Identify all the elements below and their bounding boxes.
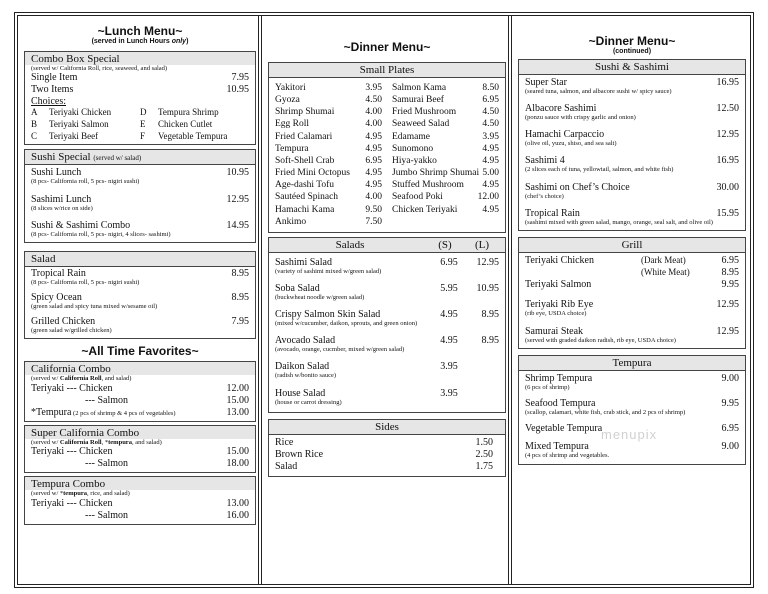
combo-row-price: 12.00 xyxy=(226,382,249,394)
item-name: Vegetable Tempura xyxy=(525,423,603,435)
combo-row xyxy=(31,395,249,407)
item-price: 16.95 xyxy=(716,155,739,167)
sushi-special-section xyxy=(24,149,256,242)
item-note: (green salad and spicy tuna mixed w/sesame oil) xyxy=(31,303,158,311)
choice-item xyxy=(31,119,140,129)
salad-price-large: 8.95 xyxy=(481,335,499,347)
small-plate-price: 4.00 xyxy=(365,107,382,118)
salad-item xyxy=(275,361,499,379)
item-note: (sashimi mixed with green salad, mango, orange, seal salt, and olive oil) xyxy=(525,218,713,226)
menu-item xyxy=(519,279,745,290)
small-plate-name: Samurai Beef xyxy=(392,95,444,106)
small-plate-name: Hamachi Kama xyxy=(275,204,335,215)
choices-label: Choices: xyxy=(31,96,66,108)
item-name: Spicy Ocean xyxy=(31,292,82,304)
menu-item xyxy=(519,208,745,226)
small-plate-name: Chicken Teriyaki xyxy=(392,204,458,215)
side-name: Salad xyxy=(275,460,298,472)
combo-row-name: Teriyaki --- Chicken xyxy=(31,382,113,394)
small-plate-price: 4.95 xyxy=(482,155,499,166)
choice-letter: E xyxy=(140,119,146,130)
item-name: Tropical Rain xyxy=(525,207,580,219)
combo-row-price: 15.00 xyxy=(226,446,249,458)
salad-name: Crispy Salmon Skin Salad xyxy=(275,309,381,321)
choice-item xyxy=(140,131,249,141)
menu-item xyxy=(519,77,745,95)
combo-row-note: (2 pcs of shrimp & 4 pcs of vegetables) xyxy=(71,409,176,417)
item-price: 6.95 xyxy=(721,423,739,435)
small-plate-name: Stuffed Mushroom xyxy=(392,180,464,191)
small-plate-price: 4.50 xyxy=(482,119,499,130)
teriyaki-chicken-dark-row: Teriyaki Chicken (Dark Meat) 6.95 xyxy=(525,254,739,266)
item-note: (8 pcs- California roll, 5 pcs- nigiri sushi) xyxy=(31,178,140,186)
small-plate-price: 4.95 xyxy=(482,180,499,191)
small-plate-price: 8.50 xyxy=(482,83,499,93)
combo-row-name: --- Salmon xyxy=(85,458,129,470)
small-plate-item xyxy=(275,179,382,191)
side-price: 1.50 xyxy=(475,436,493,448)
menu-item xyxy=(25,292,255,310)
small-plate-item xyxy=(275,216,382,228)
menu-item xyxy=(519,182,745,200)
small-plate-item xyxy=(392,118,499,130)
watermark: menupix xyxy=(601,426,658,442)
small-plate-price: 6.95 xyxy=(365,155,382,166)
combo-row xyxy=(31,510,249,522)
salad-note: (avocado, orange, cucmber, mixed w/green salad) xyxy=(275,346,405,354)
combo-row-price: 16.00 xyxy=(226,509,249,521)
choice-name: Teriyaki Beef xyxy=(49,131,99,142)
item-price: 7.95 xyxy=(231,316,249,328)
choice-letter: B xyxy=(31,119,38,130)
item-name: Albacore Sashimi xyxy=(525,103,597,115)
small-plate-item xyxy=(275,82,382,94)
small-plate-name: Fried Mushroom xyxy=(392,107,457,118)
small-plate-name: Salmon Kama xyxy=(392,83,447,93)
small-plates-title: Small Plates xyxy=(269,63,505,78)
sides-title: Sides xyxy=(269,420,505,435)
favorites-title: ~All Time Favorites~ xyxy=(81,344,199,359)
salads-section xyxy=(268,237,506,413)
small-plate-price: 3.95 xyxy=(482,131,499,142)
item-note: (scallop, calamari, white fish, crab stick, and 2 pcs of shrimp) xyxy=(525,409,686,417)
small-plate-item xyxy=(392,179,499,191)
item-price: 15.95 xyxy=(716,207,739,219)
item-price: 12.95 xyxy=(716,298,739,310)
salad-price-large: 10.95 xyxy=(476,283,499,295)
combo-row-name: --- Salmon xyxy=(85,394,129,406)
item-name: Sashimi on Chef’s Choice xyxy=(525,181,630,193)
combo-row-price: 15.00 xyxy=(226,394,249,406)
combo-row-price: 13.00 xyxy=(226,497,249,509)
side-item xyxy=(275,449,493,461)
combo-row xyxy=(31,446,249,458)
side-name: Rice xyxy=(275,436,294,448)
dinner-title: ~Dinner Menu~ xyxy=(343,40,431,54)
salad-name: Soba Salad xyxy=(275,283,320,295)
salads-header: Salads (S) (L) xyxy=(269,238,505,253)
item-name: Mixed Tempura xyxy=(525,441,589,453)
small-plate-price: 5.00 xyxy=(482,168,499,179)
small-plate-name: Age-dashi Tofu xyxy=(275,180,335,191)
salad-price-large: 8.95 xyxy=(481,309,499,321)
small-plate-price: 9.50 xyxy=(365,204,382,215)
small-plate-name: Seaweed Salad xyxy=(392,119,450,130)
small-plate-item xyxy=(392,204,499,216)
tempura-title: Tempura xyxy=(519,356,745,371)
salad-note: (buckwheat noodle w/green salad) xyxy=(275,294,365,302)
small-plate-name: Ankimo xyxy=(275,216,307,227)
combo-row-price: 18.00 xyxy=(226,458,249,470)
small-plate-price: 12.00 xyxy=(477,192,499,203)
tempura-combo-note: (served w/ *tempura, rice, and salad) xyxy=(31,490,130,498)
small-plate-name: Sautéed Spinach xyxy=(275,192,339,203)
column-divider xyxy=(258,16,262,584)
item-name: Teriyaki Rib Eye xyxy=(525,298,594,310)
choice-name: Chicken Cutlet xyxy=(158,119,213,130)
salad-item xyxy=(275,388,499,406)
menu-item xyxy=(519,373,745,391)
small-plate-item xyxy=(392,167,499,179)
side-price: 1.75 xyxy=(475,460,493,472)
salad-price-small: 4.95 xyxy=(440,309,458,321)
menu-item xyxy=(519,398,745,416)
salad-price-large xyxy=(469,361,499,372)
small-plate-item xyxy=(275,94,382,106)
small-plate-name: Sunomono xyxy=(392,143,434,154)
salad-price-small: 5.95 xyxy=(440,283,458,295)
item-note: (8 pcs- California roll, 5 pcs- nigiri sushi) xyxy=(31,278,140,286)
side-item xyxy=(275,437,493,449)
small-plate-item xyxy=(392,155,499,167)
item-name: Tropical Rain xyxy=(31,267,86,279)
menu-item xyxy=(519,103,745,121)
salad-item xyxy=(275,257,499,275)
menu-item xyxy=(519,326,745,344)
choice-name: Teriyaki Chicken xyxy=(49,107,112,118)
item-note: (4 pcs of shrimp and vegetables. xyxy=(525,452,610,460)
choice-item xyxy=(31,131,140,141)
small-plate-item xyxy=(392,82,499,94)
salad-name: Avocado Salad xyxy=(275,335,336,347)
small-plate-name: Shrimp Shumai xyxy=(275,107,335,118)
small-plate-name: Gyoza xyxy=(275,95,300,106)
menu-item xyxy=(519,155,745,173)
dinner-column-2 xyxy=(518,20,746,580)
item-name: Sashimi 4 xyxy=(525,155,565,167)
item-price: 12.95 xyxy=(716,129,739,141)
choice-item xyxy=(140,119,249,129)
item-note: (seared tuna, salmon, and albacore sushi w/ spicy sauce) xyxy=(525,88,672,95)
salad-name: House Salad xyxy=(275,387,326,399)
menu-item xyxy=(519,129,745,147)
small-plate-item xyxy=(392,94,499,106)
combo-row xyxy=(31,498,249,510)
small-plate-price: 4.95 xyxy=(365,143,382,154)
grill-section xyxy=(518,237,746,349)
item-note: (6 pcs of shrimp) xyxy=(525,384,570,392)
salad-price-large xyxy=(469,388,499,399)
small-plate-name: Tempura xyxy=(275,143,309,154)
side-name: Brown Rice xyxy=(275,448,324,460)
menu-item xyxy=(519,441,745,459)
item-price: 16.95 xyxy=(716,77,739,88)
salad-note: (variety of sashimi mixed w/green salad) xyxy=(275,267,382,275)
dinner-continued-subtitle: (continued) xyxy=(612,48,652,55)
item-note: (chef’s choice) xyxy=(525,192,564,200)
combo-row-price: 13.00 xyxy=(226,406,249,418)
item-name: Seafood Tempura xyxy=(525,398,596,410)
side-price: 2.50 xyxy=(475,448,493,460)
combo-row xyxy=(31,383,249,395)
item-name: Teriyaki Salmon xyxy=(525,278,592,290)
menu-item xyxy=(25,220,255,238)
small-plate-name: Egg Roll xyxy=(275,119,310,130)
small-plate-name: Edamame xyxy=(392,131,430,142)
menu-item xyxy=(25,194,255,212)
small-plate-price: 4.95 xyxy=(365,131,382,142)
item-name: Sushi & Sashimi Combo xyxy=(31,219,131,231)
menu-item xyxy=(25,316,255,334)
sides-section xyxy=(268,419,506,477)
small-plate-name: Fried Calamari xyxy=(275,131,333,142)
choice-letter: C xyxy=(31,131,38,142)
item-price: 8.95 xyxy=(231,292,249,304)
combo-row-name: Teriyaki --- Chicken xyxy=(31,446,113,458)
small-plate-price: 4.95 xyxy=(482,143,499,154)
dinner-column-1 xyxy=(268,20,506,580)
salad-item xyxy=(275,283,499,301)
small-plate-item xyxy=(275,131,382,143)
small-plate-price: 7.50 xyxy=(365,216,382,227)
item-price: 8.95 xyxy=(231,267,249,279)
small-plate-item xyxy=(392,191,499,203)
item-note: (8 pcs- California roll, 5 pcs- nigiri, 4 slices- sashimi) xyxy=(31,230,171,238)
california-combo-note: (served w/ California Roll, and salad) xyxy=(31,375,132,383)
grill-title: Grill xyxy=(519,238,745,253)
small-plate-price: 4.95 xyxy=(482,204,499,215)
salad-price-small: 6.95 xyxy=(440,256,458,268)
small-plate-item xyxy=(275,143,382,155)
choice-letter: A xyxy=(31,107,38,118)
lunch-column xyxy=(24,20,256,580)
lunch-title: ~Lunch Menu~ xyxy=(97,24,183,38)
small-plate-item xyxy=(275,204,382,216)
choice-letter: D xyxy=(140,107,147,118)
salad-price-small: 3.95 xyxy=(440,361,458,373)
item-price: 9.00 xyxy=(721,373,739,385)
salad-name: Daikon Salad xyxy=(275,361,330,373)
item-name: Grilled Chicken xyxy=(31,316,96,328)
item-name: Super Star xyxy=(525,77,567,88)
item-note: (served with graded daikon radish, rib eye, USDA choice) xyxy=(525,336,676,344)
choice-letter: F xyxy=(140,131,146,142)
item-name: Samurai Steak xyxy=(525,325,584,337)
menu-page xyxy=(14,12,754,588)
super-california-note: (served w/ California Roll, *tempura, and salad) xyxy=(31,438,162,446)
item-note: (ponzu sauce with crispy garlic and onion) xyxy=(525,114,636,122)
combo-box-section xyxy=(24,51,256,145)
small-plate-item xyxy=(392,143,499,155)
tempura-section xyxy=(518,355,746,464)
salad-note: (mixed w/cucumber, daikon, sprouts, and green onion) xyxy=(275,320,418,328)
small-plate-price: 4.00 xyxy=(365,192,382,203)
combo-row-name: Teriyaki --- Chicken xyxy=(31,497,113,509)
item-note: (2 slices each of tuna, yellowtail, salmon, and white fish) xyxy=(525,166,674,174)
item-price: 12.95 xyxy=(226,193,249,205)
salad-item xyxy=(275,335,499,353)
single-item-row: Single Item 7.95 xyxy=(31,72,249,84)
tempura-combo-title: Tempura Combo xyxy=(25,477,255,490)
teriyaki-chicken-white-row: (White Meat) 8.95 xyxy=(641,266,739,278)
two-items-row: Two Items 10.95 xyxy=(31,84,249,96)
small-plate-name: Soft-Shell Crab xyxy=(275,155,335,166)
item-note: (8 slices w/rice on side) xyxy=(31,204,93,212)
small-plate-price: 4.95 xyxy=(365,180,382,191)
super-california-title: Super California Combo xyxy=(25,426,255,439)
small-plate-price: 4.00 xyxy=(365,119,382,130)
choice-item xyxy=(140,107,249,117)
item-name: Sushi Lunch xyxy=(31,167,82,179)
item-price: 14.95 xyxy=(226,219,249,231)
small-plate-price: 4.50 xyxy=(482,107,499,118)
salad-price-small: 4.95 xyxy=(440,335,458,347)
small-plate-name: Seafood Poki xyxy=(392,192,443,203)
item-note: (olive oil, yuzu, shiso, and sea salt) xyxy=(525,140,617,148)
lunch-subtitle: (served in Lunch Hours only) xyxy=(91,38,189,45)
side-item xyxy=(275,461,493,473)
small-plate-item xyxy=(275,106,382,118)
column-divider xyxy=(508,16,512,584)
item-price: 12.50 xyxy=(716,103,739,115)
choice-name: Tempura Shrimp xyxy=(158,107,219,118)
salad-price-small: 3.95 xyxy=(440,387,458,399)
small-plates-section xyxy=(268,62,506,233)
item-note: (rib eye, USDA choice) xyxy=(525,309,587,317)
combo-row-name: --- Salmon xyxy=(85,509,129,521)
choice-item xyxy=(31,107,140,117)
super-california-section xyxy=(24,425,256,473)
tempura-combo-section xyxy=(24,476,256,524)
california-combo-section xyxy=(24,361,256,421)
salad-price-large: 12.95 xyxy=(476,256,499,268)
choice-name: Teriyaki Salmon xyxy=(49,119,109,130)
salad-note: (house or carrot dressing) xyxy=(275,398,342,406)
small-plate-item xyxy=(275,167,382,179)
item-name: Hamachi Carpaccio xyxy=(525,129,605,141)
california-combo-title: California Combo xyxy=(25,362,255,375)
small-plate-item xyxy=(275,118,382,130)
salad-item xyxy=(275,309,499,327)
combo-row xyxy=(31,458,249,470)
menu-item xyxy=(25,268,255,286)
choices-grid xyxy=(31,107,249,144)
small-plate-name: Fried Mini Octopus xyxy=(275,168,350,179)
small-plate-item xyxy=(392,106,499,118)
item-price: 12.95 xyxy=(716,325,739,337)
small-plate-name: Jumbo Shrimp Shumai xyxy=(392,168,480,179)
sushi-sashimi-section xyxy=(518,59,746,231)
combo-row-name: *Tempura xyxy=(31,406,72,418)
small-plate-item xyxy=(392,131,499,143)
item-price: 9.00 xyxy=(721,441,739,453)
item-price: 9.95 xyxy=(721,278,739,290)
menu-item xyxy=(519,299,745,317)
small-plate-name: Hiya-yakko xyxy=(392,155,437,166)
small-plate-price: 6.95 xyxy=(482,95,499,106)
item-name: Sashimi Lunch xyxy=(31,193,92,205)
item-note: (green salad w/grilled chicken) xyxy=(31,327,112,335)
salad-title: Salad xyxy=(25,252,255,267)
combo-box-note: (served w/ California Roll, rice, seaweed, and salad) xyxy=(31,65,168,72)
small-plate-item xyxy=(275,191,382,203)
small-plate-item xyxy=(275,155,382,167)
dinner-continued-title: ~Dinner Menu~ xyxy=(588,34,676,48)
item-price: 10.95 xyxy=(226,167,249,179)
choice-name: Vegetable Tempura xyxy=(158,131,228,142)
salad-name: Sashimi Salad xyxy=(275,256,332,268)
small-plate-name: Yakitori xyxy=(275,83,306,93)
combo-row xyxy=(31,407,249,419)
salad-section xyxy=(24,251,256,339)
salad-note: (radish w/bonito sauce) xyxy=(275,372,337,380)
item-price: 30.00 xyxy=(716,181,739,193)
item-name: Shrimp Tempura xyxy=(525,373,593,385)
small-plate-price: 4.95 xyxy=(365,168,382,179)
combo-box-title: Combo Box Special xyxy=(25,52,255,65)
menu-item xyxy=(25,167,255,185)
small-plate-price: 3.95 xyxy=(365,83,382,93)
small-plate-price: 4.50 xyxy=(365,95,382,106)
sushi-sashimi-title: Sushi & Sashimi xyxy=(519,60,745,75)
sushi-special-title: Sushi Special (served w/ salad) xyxy=(25,150,255,165)
item-price: 9.95 xyxy=(721,398,739,410)
